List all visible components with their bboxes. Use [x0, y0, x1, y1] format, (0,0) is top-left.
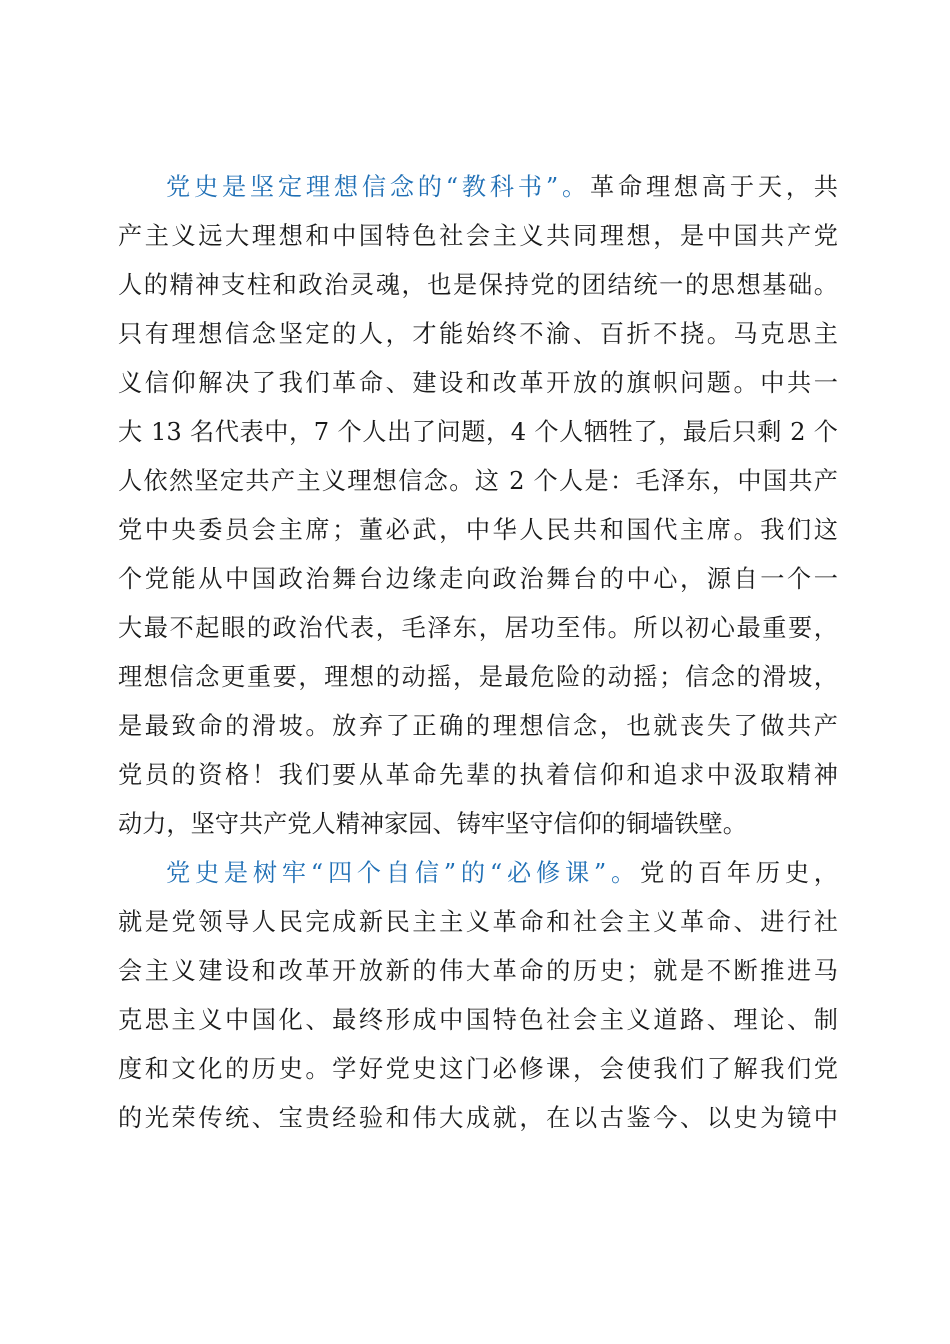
paragraph-1-line-9: 大最不起眼的政治代表，毛泽东，居功至伟。所以初心最重要，: [118, 614, 838, 642]
paragraph-1-line-0-text: 革命理想高于天，共: [589, 173, 838, 201]
paragraph-1-line-11: 是最致命的滑坡。放弃了正确的理想信念，也就丧失了做共产: [118, 712, 838, 740]
paragraph-1-line-6: 人依然坚定共产主义理想信念。这 2 个人是：毛泽东，中国共产: [118, 467, 838, 495]
paragraph-1-line-13: 动力，坚守共产党人精神家园、铸牢坚守信仰的铜墙铁壁。: [118, 810, 747, 838]
paragraph-1-line-10: 理想信念更重要，理想的动摇，是最危险的动摇；信念的滑坡，: [118, 663, 838, 691]
paragraph-1-line-0: [166, 167, 838, 207]
paragraph-1-line-5: 大 13 名代表中，7 个人出了问题，4 个人牺牲了，最后只剩 2 个: [118, 418, 838, 446]
paragraph-2-line-1: 就是党领导人民完成新民主主义革命和社会主义革命、进行社: [118, 908, 838, 936]
paragraph-1-line-12: 党员的资格！我们要从革命先辈的执着信仰和追求中汲取精神: [118, 761, 838, 789]
paragraph-1-line-3: 只有理想信念坚定的人，才能始终不渝、百折不挠。马克思主: [118, 320, 838, 348]
paragraph-1-line-1: 产主义远大理想和中国特色社会主义共同理想，是中国共产党: [118, 222, 838, 250]
paragraph-2-heading: 党史是树牢“四个自信”的“必修课”。: [166, 859, 641, 887]
paragraph-1-line-4: 义信仰解决了我们革命、建设和改革开放的旗帜问题。中共一: [118, 369, 838, 397]
paragraph-1-line-2: 人的精神支柱和政治灵魂，也是保持党的团结统一的思想基础。: [118, 271, 838, 299]
paragraph-2-line-3: 克思主义中国化、最终形成中国特色社会主义道路、理论、制: [118, 1006, 838, 1034]
paragraph-1-heading: 党史是坚定理想信念的“教科书”。: [166, 173, 590, 201]
paragraph-2-line-0: [166, 853, 838, 893]
paragraph-1-line-7: 党中央委员会主席；董必武，中华人民共和国代主席。我们这: [118, 516, 838, 544]
paragraph-2-line-2: 会主义建设和改革开放新的伟大革命的历史；就是不断推进马: [118, 957, 838, 985]
paragraph-2-line-4: 度和文化的历史。学好党史这门必修课，会使我们了解我们党: [118, 1055, 838, 1083]
paragraph-1-line-8: 个党能从中国政治舞台边缘走向政治舞台的中心，源自一个一: [118, 565, 838, 593]
paragraph-2-line-5: 的光荣传统、宝贵经验和伟大成就，在以古鉴今、以史为镜中: [118, 1104, 838, 1132]
paragraph-2-line-0-text: 党的百年历史，: [640, 859, 838, 887]
